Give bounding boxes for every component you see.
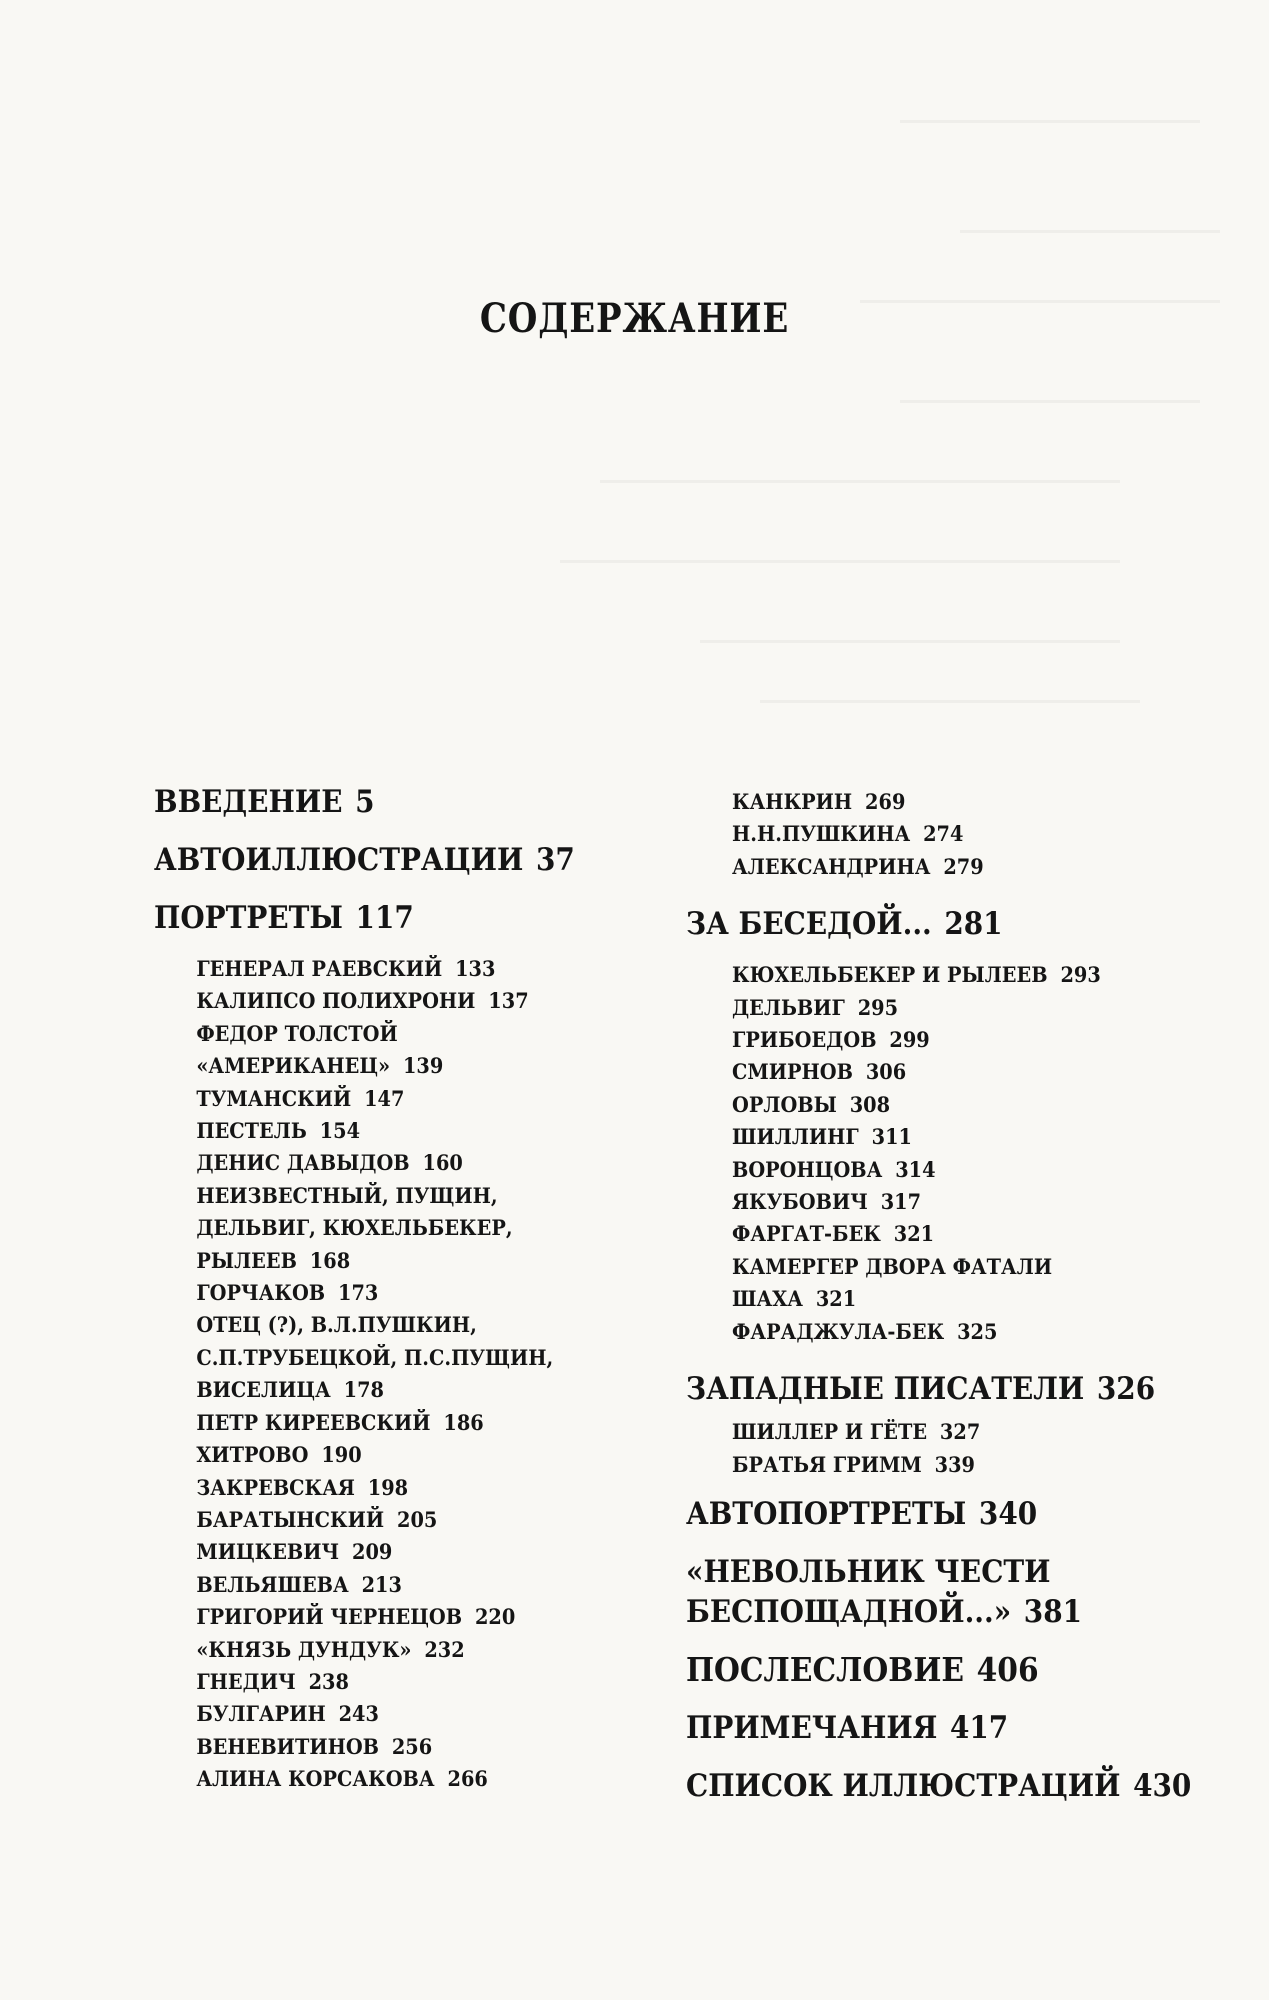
toc-subentry: ФАРГАТ-БЕК 321	[732, 1221, 935, 1247]
toc-subentry: ВОРОНЦОВА 314	[732, 1156, 936, 1182]
toc-subentry: СМИРНОВ 306	[732, 1059, 907, 1085]
toc-entry-afterword: ПОСЛЕСЛОВИЕ 406	[686, 1649, 1039, 1689]
toc-subentry: ГРИГОРИЙ ЧЕРНЕЦОВ 220	[196, 1604, 516, 1630]
toc-subentry: КЮХЕЛЬБЕКЕР И РЫЛЕЕВ 293	[732, 962, 1101, 988]
toc-entry-introduction: ВВЕДЕНИЕ 5	[154, 784, 375, 820]
toc-subentry: ТУМАНСКИЙ 147	[196, 1085, 405, 1111]
toc-subentry: «АМЕРИКАНЕЦ» 139	[196, 1053, 444, 1079]
contents-right-column	[686, 786, 1192, 1825]
toc-subentry: С.П.ТРУБЕЦКОЙ, П.С.ПУЩИН,	[196, 1344, 554, 1370]
toc-subentry: ДЕЛЬВИГ 295	[732, 994, 899, 1020]
toc-entry-portraits: ПОРТРЕТЫ 117	[154, 900, 414, 936]
toc-subentry: ГОРЧАКОВ 173	[196, 1280, 379, 1306]
contents-left-column	[154, 783, 674, 1796]
toc-subentry: ДЕЛЬВИГ, КЮХЕЛЬБЕКЕР,	[196, 1215, 513, 1241]
toc-subentry: ЯКУБОВИЧ 317	[732, 1189, 922, 1215]
toc-entry-notes: ПРИМЕЧАНИЯ 417	[686, 1709, 1009, 1746]
toc-subentry: ШАХА 321	[732, 1286, 857, 1312]
toc-subentry: КАЛИПСО ПОЛИХРОНИ 137	[196, 988, 529, 1014]
toc-subentry: ХИТРОВО 190	[196, 1442, 362, 1468]
toc-subentry: Н.Н.ПУШКИНА 274	[732, 821, 964, 847]
toc-subentry: ШИЛЛЕР И ГЁТЕ 327	[732, 1419, 981, 1445]
toc-subentry: ОТЕЦ (?), В.Л.ПУШКИН,	[196, 1312, 477, 1338]
toc-subentry: ГЕНЕРАЛ РАЕВСКИЙ 133	[196, 956, 496, 981]
page-title: СОДЕРЖАНИЕ	[479, 294, 790, 342]
toc-subentry: ПЕТР КИРЕЕВСКИЙ 186	[196, 1409, 484, 1435]
toc-subentry: НЕИЗВЕСТНЫЙ, ПУЩИН,	[196, 1182, 498, 1208]
toc-entry-slave-of-honor-line2: БЕСПОЩАДНОЙ...» 381	[686, 1593, 1083, 1630]
toc-subentry: «КНЯЗЬ ДУНДУК» 232	[196, 1636, 465, 1662]
toc-subentry: ВЕЛЬЯШЕВА 213	[196, 1571, 402, 1597]
toc-subentry: ВИСЕЛИЦА 178	[196, 1377, 384, 1403]
toc-subentry: ГРИБОЕДОВ 299	[732, 1027, 930, 1053]
toc-subentry: ФАРАДЖУЛА-БЕК 325	[732, 1318, 998, 1344]
toc-subentry: ЗАКРЕВСКАЯ 198	[196, 1474, 409, 1500]
toc-subentry: ГНЕДИЧ 238	[196, 1668, 349, 1694]
toc-subentry: БУЛГАРИН 243	[196, 1701, 379, 1727]
toc-entry-list-of-illustrations: СПИСОК ИЛЛЮСТРАЦИЙ 430	[686, 1767, 1192, 1804]
toc-subentry: ПЕСТЕЛЬ 154	[196, 1118, 361, 1144]
toc-entry-slave-of-honor-line1: «НЕВОЛЬНИК ЧЕСТИ	[686, 1553, 1051, 1590]
toc-entry-conversation: ЗА БЕСЕДОЙ... 281	[686, 906, 1003, 943]
toc-entry-self-portraits: АВТОПОРТРЕТЫ 340	[686, 1495, 1038, 1532]
toc-subentry: РЫЛЕЕВ 168	[196, 1247, 351, 1273]
toc-subentry: АЛЕКСАНДРИНА 279	[732, 853, 984, 879]
toc-subentry: ШИЛЛИНГ 311	[732, 1124, 912, 1150]
toc-subentry: МИЦКЕВИЧ 209	[196, 1539, 393, 1565]
toc-subentry: БАРАТЫНСКИЙ 205	[196, 1506, 438, 1532]
toc-subentry: ДЕНИС ДАВЫДОВ 160	[196, 1150, 463, 1176]
toc-entry-self-illustrations: АВТОИЛЛЮСТРАЦИИ 37	[154, 842, 575, 878]
toc-subentry: КАМЕРГЕР ДВОРА ФАТАЛИ	[732, 1253, 1053, 1279]
toc-subentry: ФЕДОР ТОЛСТОЙ	[196, 1020, 398, 1046]
toc-subentry: ОРЛОВЫ 308	[732, 1091, 891, 1117]
toc-subentry: КАНКРИН 269	[732, 789, 906, 814]
toc-subentry: БРАТЬЯ ГРИММ 339	[732, 1451, 975, 1477]
toc-subentry: АЛИНА КОРСАКОВА 266	[196, 1766, 488, 1792]
toc-subentry: ВЕНЕВИТИНОВ 256	[196, 1733, 433, 1759]
toc-entry-western-writers: ЗАПАДНЫЕ ПИСАТЕЛИ 326	[686, 1371, 1156, 1408]
